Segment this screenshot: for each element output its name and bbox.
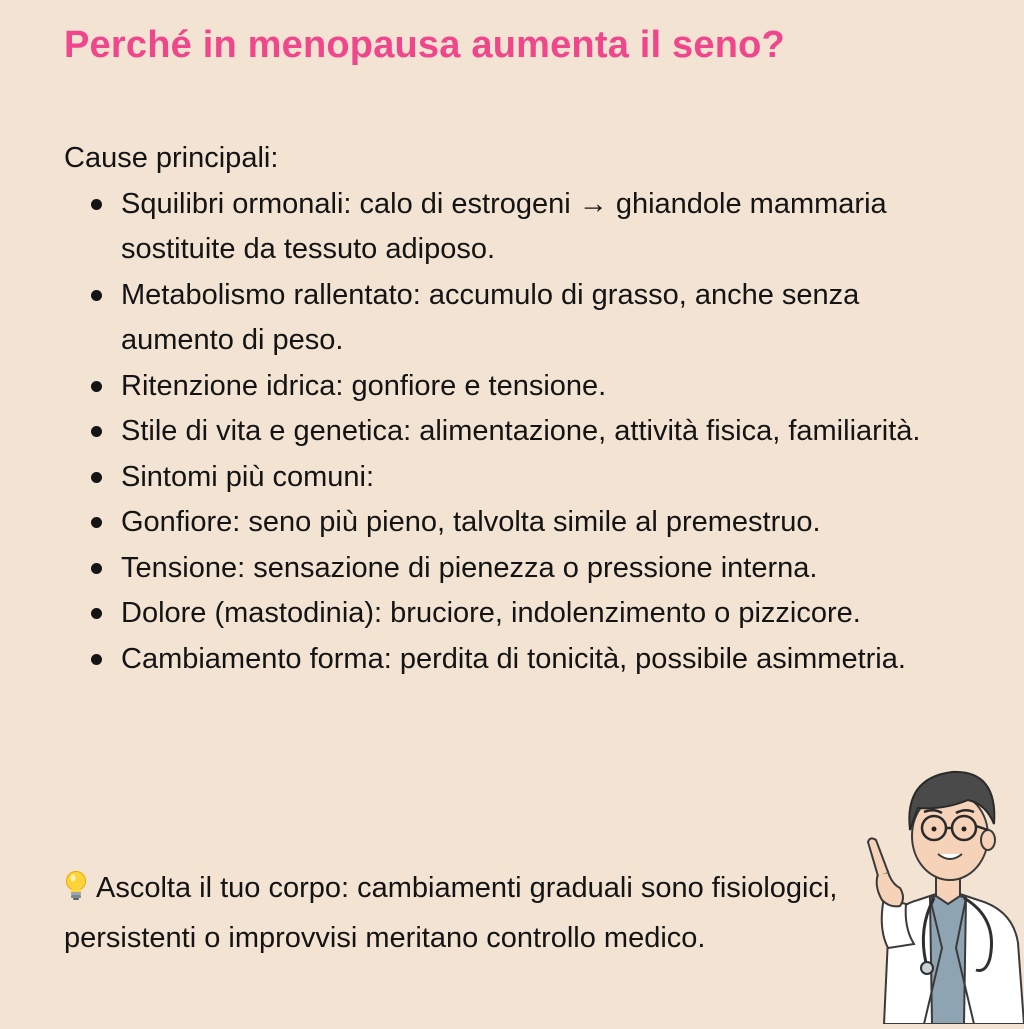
list-item [64,546,964,592]
list-item [64,273,964,364]
bullet-icon [91,426,102,437]
list-item-text: Metabolismo rallentato: accumulo di grasso, anche senza aumento di peso. [121,278,860,356]
list-item-text: Stile di vita e genetica: alimentazione, attività fisica, familiarità. [121,415,921,447]
page-title: Perché in menopausa aumenta il seno? [64,24,785,66]
doctor-illustration [848,758,1024,1024]
list-item-text: Gonfiore: seno più pieno, talvolta simile al premestruo. [121,506,821,538]
bullet-icon [91,563,102,574]
list-item [64,637,964,683]
bullet-icon [91,608,102,619]
list-item [64,591,964,637]
causes-heading: Cause principali: [64,142,279,174]
bullet-icon [91,199,102,210]
list-item-text: Ritenzione idrica: gonfiore e tensione. [121,369,607,402]
cause-list [64,182,964,683]
list-item-text: Tensione: sensazione di pienezza o pressione interna. [121,551,818,584]
bullet-icon [91,381,102,392]
list-item [64,500,964,546]
bullet-icon [91,517,102,528]
lightbulb-icon [64,870,88,916]
tip-paragraph [64,866,844,961]
list-item [64,409,964,455]
list-item-text: Cambiamento forma: perdita di tonicità, possibile asimmetria. [121,642,906,675]
list-item-text: Squilibri ormonali: calo di estrogeni → ghiandole mammaria sostituite da tessuto adiposo. [121,187,887,265]
list-item-text: Sintomi più comuni: [121,460,375,493]
list-item [64,182,964,273]
list-item [64,364,964,410]
bullet-icon [91,472,102,483]
bullet-icon [91,654,102,665]
main-content [64,136,964,682]
list-item [64,455,964,501]
tip-text: Ascolta il tuo corpo: cambiamenti graduali sono fisiologici, persistenti o improvvisi meritano controllo medico. [64,872,838,954]
bullet-icon [91,290,102,301]
list-item-text: Dolore (mastodinia): bruciore, indolenzimento o pizzicore. [121,597,861,629]
